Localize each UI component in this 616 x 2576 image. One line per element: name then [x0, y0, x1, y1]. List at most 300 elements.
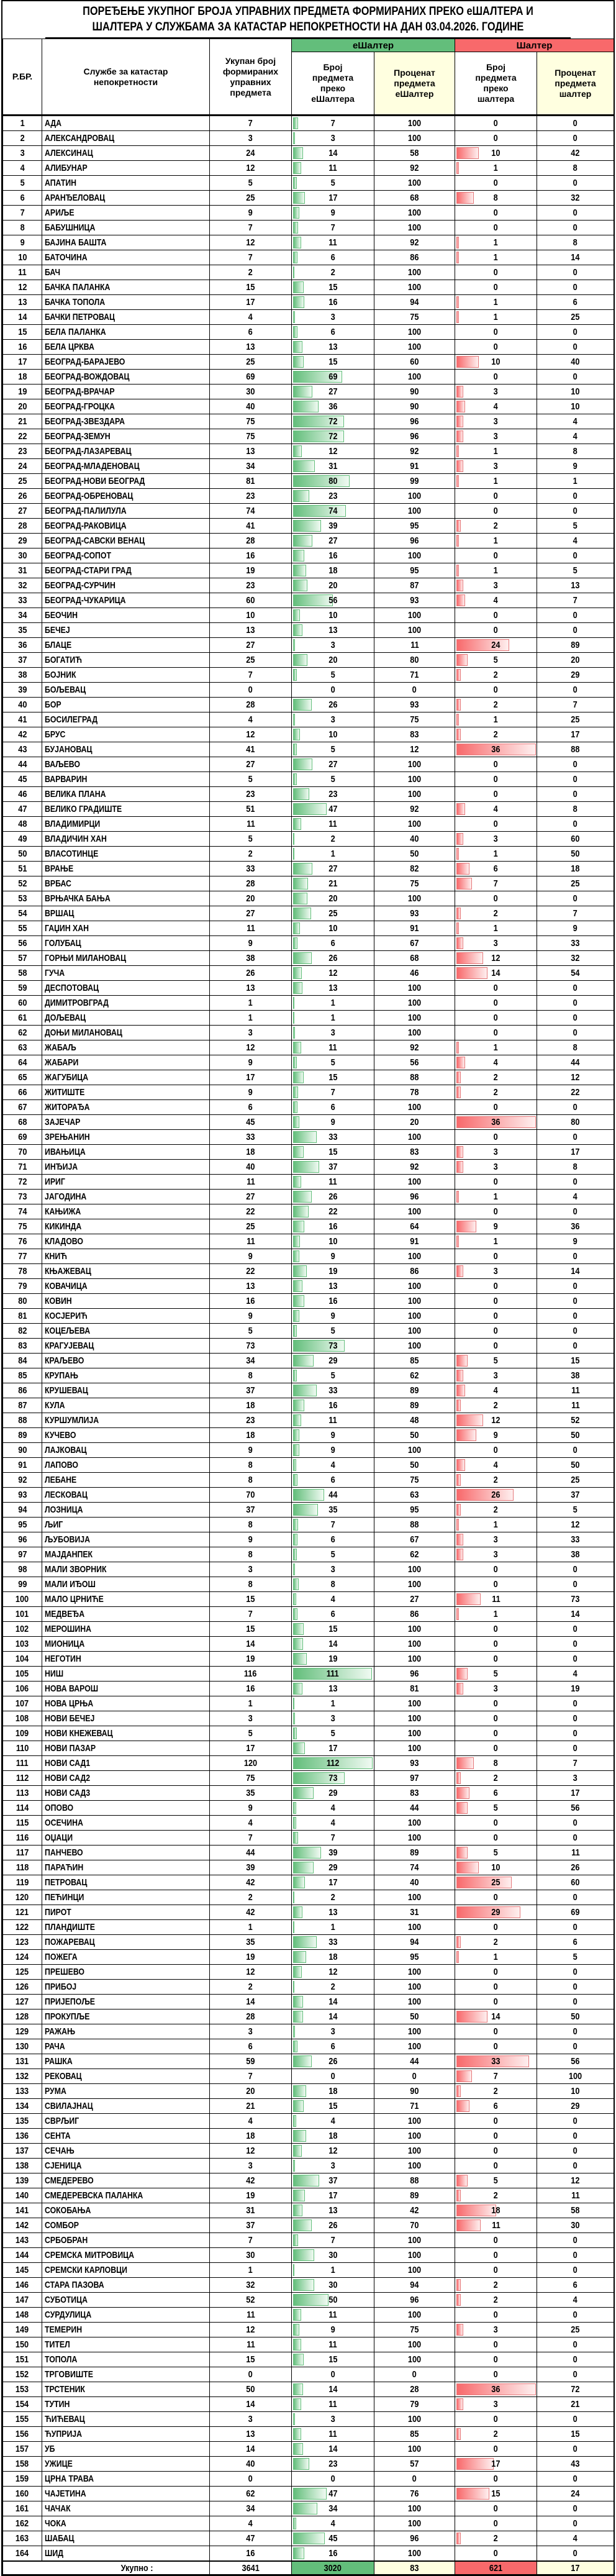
office-name: БАЧКИ ПЕТРОВАЦ — [42, 310, 210, 325]
shalter-count: 2 — [455, 1398, 537, 1413]
shalter-percent: 0 — [537, 2442, 614, 2457]
total-count: 15 — [210, 1622, 292, 1637]
shalter-count: 1 — [455, 235, 537, 250]
eshalter-data-bar — [293, 505, 346, 517]
shalter-data-bar — [456, 878, 472, 890]
eshalter-count: 3 — [292, 712, 374, 727]
total-count: 18 — [210, 1428, 292, 1443]
total-count: 22 — [210, 1264, 292, 1279]
shalter-percent: 12 — [537, 2173, 614, 2188]
total-count: 3 — [210, 2412, 292, 2427]
eshalter-percent: 92 — [374, 161, 455, 176]
table-row — [3, 1890, 614, 1905]
table-row — [3, 847, 614, 862]
row-number: 1 — [3, 116, 42, 131]
eshalter-data-bar — [293, 937, 297, 949]
shalter-count: 0 — [455, 683, 537, 698]
shalter-percent: 0 — [537, 1965, 614, 1980]
eshalter-data-bar — [293, 624, 302, 636]
shalter-data-bar — [456, 594, 465, 606]
eshalter-count: 5 — [292, 1726, 374, 1741]
row-number: 89 — [3, 1428, 42, 1443]
table-row — [3, 1577, 614, 1592]
shalter-count: 1 — [455, 444, 537, 459]
shalter-data-bar — [456, 2533, 461, 2544]
row-number: 106 — [3, 1682, 42, 1696]
row-number: 54 — [3, 906, 42, 921]
header-total: Укупан број формираних управних предмета — [210, 39, 292, 116]
office-name: БЛАЦЕ — [42, 638, 210, 653]
shalter-count: 6 — [455, 2099, 537, 2114]
totals-e-count: 3020 — [292, 2561, 374, 2575]
total-count: 12 — [210, 161, 292, 176]
eshalter-percent: 80 — [374, 653, 455, 668]
row-number: 93 — [3, 1488, 42, 1503]
total-count: 35 — [210, 1935, 292, 1950]
eshalter-percent: 100 — [374, 1443, 455, 1458]
total-count: 8 — [210, 1547, 292, 1562]
eshalter-data-bar — [293, 594, 333, 606]
total-count: 7 — [210, 2069, 292, 2084]
total-count: 16 — [210, 2546, 292, 2562]
eshalter-count: 8 — [292, 1577, 374, 1592]
office-name: БЕОГРАД-БАРАЈЕВО — [42, 355, 210, 370]
office-name: БАБУШНИЦА — [42, 221, 210, 235]
eshalter-data-bar — [293, 2175, 319, 2187]
office-name: КОЦЕЉЕВА — [42, 1324, 210, 1339]
shalter-percent: 0 — [537, 891, 614, 906]
shalter-data-bar — [456, 1683, 463, 1695]
eshalter-percent: 100 — [374, 325, 455, 340]
eshalter-data-bar — [293, 1250, 299, 1262]
eshalter-count: 19 — [292, 1264, 374, 1279]
eshalter-count: 13 — [292, 1682, 374, 1696]
header-office: Службе за катастар непокретности — [42, 39, 210, 116]
shalter-percent: 0 — [537, 787, 614, 802]
row-number: 125 — [3, 1965, 42, 1980]
eshalter-percent: 100 — [374, 2263, 455, 2278]
shalter-data-bar — [456, 1400, 461, 1411]
eshalter-percent: 100 — [374, 1100, 455, 1115]
shalter-count: 0 — [455, 623, 537, 638]
eshalter-percent: 96 — [374, 429, 455, 444]
total-count: 19 — [210, 563, 292, 578]
shalter-count: 36 — [455, 742, 537, 757]
shalter-percent: 0 — [537, 280, 614, 295]
shalter-percent: 14 — [537, 250, 614, 265]
office-name: БЕОГРАД-НОВИ БЕОГРАД — [42, 474, 210, 489]
eshalter-percent: 100 — [374, 176, 455, 191]
shalter-count: 0 — [455, 2352, 537, 2367]
shalter-percent: 0 — [537, 1324, 614, 1339]
row-number: 110 — [3, 1741, 42, 1756]
eshalter-count: 11 — [292, 2397, 374, 2412]
table-row — [3, 2024, 614, 2039]
row-number: 68 — [3, 1115, 42, 1130]
office-name: БРУС — [42, 727, 210, 742]
eshalter-data-bar — [293, 2398, 301, 2410]
shalter-count: 3 — [455, 1145, 537, 1160]
eshalter-count: 30 — [292, 2248, 374, 2263]
shalter-count: 18 — [455, 2203, 537, 2218]
eshalter-percent: 42 — [374, 2203, 455, 2218]
shalter-percent: 8 — [537, 1040, 614, 1055]
eshalter-count: 13 — [292, 340, 374, 355]
office-name: ДОЊИ МИЛАНОВАЦ — [42, 1026, 210, 1040]
row-number: 88 — [3, 1413, 42, 1428]
shalter-count: 17 — [455, 2457, 537, 2472]
eshalter-percent: 100 — [374, 1995, 455, 2009]
total-count: 19 — [210, 1652, 292, 1667]
office-name: КРУШЕВАЦ — [42, 1383, 210, 1398]
office-name: БОЈНИК — [42, 668, 210, 683]
total-count: 62 — [210, 2487, 292, 2501]
total-count: 17 — [210, 1070, 292, 1085]
table-row — [3, 221, 614, 235]
table-row — [3, 1667, 614, 1682]
eshalter-data-bar — [293, 1638, 303, 1650]
table-row — [3, 1100, 614, 1115]
row-number: 102 — [3, 1622, 42, 1637]
row-number: 136 — [3, 2129, 42, 2144]
office-name: НИШ — [42, 1667, 210, 1682]
report-title — [45, 1, 571, 39]
total-count: 75 — [210, 1771, 292, 1786]
shalter-count: 0 — [455, 548, 537, 563]
total-count: 51 — [210, 802, 292, 817]
shalter-count: 0 — [455, 1816, 537, 1831]
row-number: 143 — [3, 2233, 42, 2248]
eshalter-percent: 100 — [374, 265, 455, 280]
office-name: ВРШАЦ — [42, 906, 210, 921]
shalter-count: 0 — [455, 2159, 537, 2173]
row-number: 132 — [3, 2069, 42, 2084]
table-row — [3, 1190, 614, 1204]
eshalter-percent: 100 — [374, 504, 455, 519]
table-row — [3, 519, 614, 534]
eshalter-percent: 100 — [374, 2129, 455, 2144]
office-name: БУЈАНОВАЦ — [42, 742, 210, 757]
eshalter-percent: 100 — [374, 2233, 455, 2248]
eshalter-count: 56 — [292, 593, 374, 608]
office-name: КРАГУЈЕВАЦ — [42, 1339, 210, 1354]
eshalter-percent: 96 — [374, 534, 455, 548]
eshalter-count: 5 — [292, 1368, 374, 1383]
table-row — [3, 981, 614, 996]
shalter-data-bar — [456, 1370, 463, 1381]
shalter-count: 0 — [455, 2024, 537, 2039]
row-number: 65 — [3, 1070, 42, 1085]
eshalter-count: 15 — [292, 2352, 374, 2367]
row-number: 22 — [3, 429, 42, 444]
shalter-percent: 25 — [537, 712, 614, 727]
eshalter-data-bar — [293, 758, 312, 770]
shalter-count: 0 — [455, 1995, 537, 2009]
shalter-percent: 10 — [537, 399, 614, 414]
row-number: 48 — [3, 817, 42, 832]
eshalter-count: 27 — [292, 757, 374, 772]
total-count: 2 — [210, 847, 292, 862]
eshalter-percent: 100 — [374, 1175, 455, 1190]
shalter-count: 2 — [455, 2427, 537, 2442]
row-number: 3 — [3, 146, 42, 161]
total-count: 9 — [210, 1085, 292, 1100]
shalter-percent: 15 — [537, 2427, 614, 2442]
office-name: ТРСТЕНИК — [42, 2382, 210, 2397]
row-number: 14 — [3, 310, 42, 325]
total-count: 27 — [210, 757, 292, 772]
eshalter-count: 4 — [292, 1816, 374, 1831]
row-number: 101 — [3, 1607, 42, 1622]
office-name: КУЧЕВО — [42, 1428, 210, 1443]
shalter-count: 1 — [455, 712, 537, 727]
office-name: ГОРЊИ МИЛАНОВАЦ — [42, 951, 210, 966]
shalter-percent: 0 — [537, 1726, 614, 1741]
total-count: 15 — [210, 2352, 292, 2367]
eshalter-percent: 83 — [374, 727, 455, 742]
row-number: 112 — [3, 1771, 42, 1786]
eshalter-data-bar — [293, 922, 300, 934]
row-number: 84 — [3, 1354, 42, 1368]
row-number: 152 — [3, 2367, 42, 2382]
row-number: 15 — [3, 325, 42, 340]
row-number: 158 — [3, 2457, 42, 2472]
row-number: 153 — [3, 2382, 42, 2397]
shalter-count: 0 — [455, 1309, 537, 1324]
office-name: ВРАЊЕ — [42, 862, 210, 876]
shalter-count: 1 — [455, 1234, 537, 1249]
table-row — [3, 1294, 614, 1309]
table-row — [3, 608, 614, 623]
row-number: 146 — [3, 2278, 42, 2293]
office-name: КОВИН — [42, 1294, 210, 1309]
office-name: БЕОГРАД-ЧУКАРИЦА — [42, 593, 210, 608]
shalter-percent: 60 — [537, 1875, 614, 1890]
shalter-percent: 50 — [537, 1428, 614, 1443]
shalter-percent: 0 — [537, 683, 614, 698]
table-row — [3, 712, 614, 727]
table-row — [3, 2487, 614, 2501]
eshalter-count: 18 — [292, 2084, 374, 2099]
eshalter-count: 26 — [292, 1190, 374, 1204]
eshalter-data-bar — [293, 1429, 299, 1441]
total-count: 1 — [210, 1011, 292, 1026]
eshalter-count: 3 — [292, 1711, 374, 1726]
eshalter-percent: 11 — [374, 638, 455, 653]
table-row — [3, 2054, 614, 2069]
eshalter-data-bar — [293, 2309, 301, 2321]
office-name: СРЕМСКИ КАРЛОВЦИ — [42, 2263, 210, 2278]
row-number: 59 — [3, 981, 42, 996]
office-name: БАТОЧИНА — [42, 250, 210, 265]
row-number: 9 — [3, 235, 42, 250]
office-name: СРЕМСКА МИТРОВИЦА — [42, 2248, 210, 2263]
eshalter-percent: 86 — [374, 1264, 455, 1279]
table-row — [3, 2233, 614, 2248]
eshalter-count: 17 — [292, 1875, 374, 1890]
shalter-percent: 0 — [537, 1831, 614, 1846]
table-row — [3, 1905, 614, 1920]
total-count: 33 — [210, 1130, 292, 1145]
eshalter-count: 33 — [292, 1383, 374, 1398]
shalter-percent: 43 — [537, 2457, 614, 2472]
shalter-percent: 0 — [537, 1294, 614, 1309]
office-name: КАЊИЖА — [42, 1204, 210, 1219]
eshalter-count: 0 — [292, 2472, 374, 2487]
shalter-percent: 4 — [537, 1667, 614, 1682]
eshalter-data-bar — [293, 1936, 317, 1948]
shalter-data-bar — [456, 1519, 459, 1531]
eshalter-data-bar — [293, 1057, 297, 1068]
shalter-data-bar — [456, 1146, 463, 1158]
shalter-percent: 8 — [537, 444, 614, 459]
shalter-percent: 6 — [537, 295, 614, 310]
row-number: 117 — [3, 1846, 42, 1860]
shalter-count: 1 — [455, 250, 537, 265]
shalter-count: 11 — [455, 2218, 537, 2233]
totals-s-pct: 17 — [537, 2561, 614, 2575]
shalter-count: 0 — [455, 1130, 537, 1145]
table-row — [3, 295, 614, 310]
office-name: СУРДУЛИЦА — [42, 2308, 210, 2323]
eshalter-data-bar — [293, 1742, 305, 1754]
shalter-data-bar — [456, 475, 459, 487]
eshalter-data-bar — [293, 639, 295, 651]
shalter-percent: 0 — [537, 1741, 614, 1756]
row-number: 148 — [3, 2308, 42, 2323]
shalter-count: 3 — [455, 832, 537, 847]
eshalter-data-bar — [293, 296, 304, 308]
shalter-percent: 10 — [537, 385, 614, 399]
office-name: ОПОВО — [42, 1801, 210, 1816]
header-e-count: Број предмета преко еШалтера — [292, 52, 374, 116]
total-count: 40 — [210, 399, 292, 414]
eshalter-data-bar — [293, 147, 303, 159]
eshalter-count: 2 — [292, 1890, 374, 1905]
table-row — [3, 2188, 614, 2203]
eshalter-percent: 90 — [374, 2084, 455, 2099]
shalter-data-bar — [456, 147, 479, 159]
eshalter-data-bar — [293, 2294, 328, 2306]
shalter-percent: 7 — [537, 906, 614, 921]
table-row — [3, 1428, 614, 1443]
eshalter-data-bar — [293, 1042, 301, 1054]
total-count: 9 — [210, 1443, 292, 1458]
office-name: БЕОГРАД-ЗВЕЗДАРА — [42, 414, 210, 429]
eshalter-percent: 50 — [374, 2009, 455, 2024]
table-row — [3, 534, 614, 548]
table-row — [3, 2278, 614, 2293]
row-number: 10 — [3, 250, 42, 265]
table-row — [3, 414, 614, 429]
table-row — [3, 459, 614, 474]
eshalter-data-bar — [293, 1191, 312, 1203]
total-count: 12 — [210, 1965, 292, 1980]
shalter-percent: 25 — [537, 1473, 614, 1488]
office-name: ПОЖЕГА — [42, 1950, 210, 1965]
table-row — [3, 1741, 614, 1756]
eshalter-percent: 100 — [374, 1831, 455, 1846]
row-number: 71 — [3, 1160, 42, 1175]
shalter-percent: 0 — [537, 1279, 614, 1294]
eshalter-count: 18 — [292, 2129, 374, 2144]
row-number: 159 — [3, 2472, 42, 2487]
eshalter-percent: 82 — [374, 862, 455, 876]
row-number: 140 — [3, 2188, 42, 2203]
office-name: УЖИЦЕ — [42, 2457, 210, 2472]
eshalter-data-bar — [293, 1116, 299, 1128]
office-name: КУРШУМЛИЈА — [42, 1413, 210, 1428]
office-name: БЕОГРАД-ОБРЕНОВАЦ — [42, 489, 210, 504]
eshalter-count: 15 — [292, 1070, 374, 1085]
shalter-percent: 72 — [537, 2382, 614, 2397]
shalter-percent: 33 — [537, 936, 614, 951]
eshalter-percent: 63 — [374, 1488, 455, 1503]
shalter-percent: 0 — [537, 2367, 614, 2382]
office-name: РАЖАЊ — [42, 2024, 210, 2039]
shalter-count: 0 — [455, 176, 537, 191]
shalter-count: 2 — [455, 698, 537, 712]
office-name: БЕОГРАД-ПАЛИЛУЛА — [42, 504, 210, 519]
table-row — [3, 683, 614, 698]
office-name: РУМА — [42, 2084, 210, 2099]
office-name: НОВА ЦРЊА — [42, 1696, 210, 1711]
total-count: 74 — [210, 504, 292, 519]
shalter-count: 2 — [455, 1771, 537, 1786]
shalter-percent: 7 — [537, 593, 614, 608]
eshalter-percent: 50 — [374, 1428, 455, 1443]
shalter-count: 0 — [455, 221, 537, 235]
shalter-percent: 0 — [537, 1696, 614, 1711]
table-row — [3, 1607, 614, 1622]
table-row — [3, 429, 614, 444]
shalter-percent: 0 — [537, 2159, 614, 2173]
shalter-percent: 18 — [537, 862, 614, 876]
row-number: 91 — [3, 1458, 42, 1473]
eshalter-percent: 96 — [374, 2293, 455, 2308]
total-count: 6 — [210, 325, 292, 340]
row-number: 95 — [3, 1518, 42, 1532]
eshalter-count: 13 — [292, 1905, 374, 1920]
shalter-percent: 0 — [537, 2516, 614, 2531]
table-row — [3, 876, 614, 891]
table-row — [3, 727, 614, 742]
total-count: 2 — [210, 1980, 292, 1995]
total-count: 27 — [210, 638, 292, 653]
table-row — [3, 1145, 614, 1160]
shalter-count: 1 — [455, 1950, 537, 1965]
row-number: 66 — [3, 1085, 42, 1100]
eshalter-count: 17 — [292, 191, 374, 206]
row-number: 162 — [3, 2516, 42, 2531]
eshalter-percent: 100 — [374, 2516, 455, 2531]
table-row — [3, 2472, 614, 2487]
eshalter-data-bar — [293, 1623, 304, 1635]
eshalter-percent: 75 — [374, 1473, 455, 1488]
total-count: 40 — [210, 1160, 292, 1175]
office-name: ВРБАС — [42, 876, 210, 891]
office-name: ЧАЈЕТИНА — [42, 2487, 210, 2501]
eshalter-data-bar — [293, 1877, 305, 1888]
shalter-count: 0 — [455, 131, 537, 146]
eshalter-count: 6 — [292, 1100, 374, 1115]
table-row — [3, 1234, 614, 1249]
eshalter-count: 23 — [292, 2457, 374, 2472]
eshalter-percent: 91 — [374, 921, 455, 936]
eshalter-count: 17 — [292, 1741, 374, 1756]
shalter-percent: 0 — [537, 817, 614, 832]
shalter-percent: 50 — [537, 847, 614, 862]
